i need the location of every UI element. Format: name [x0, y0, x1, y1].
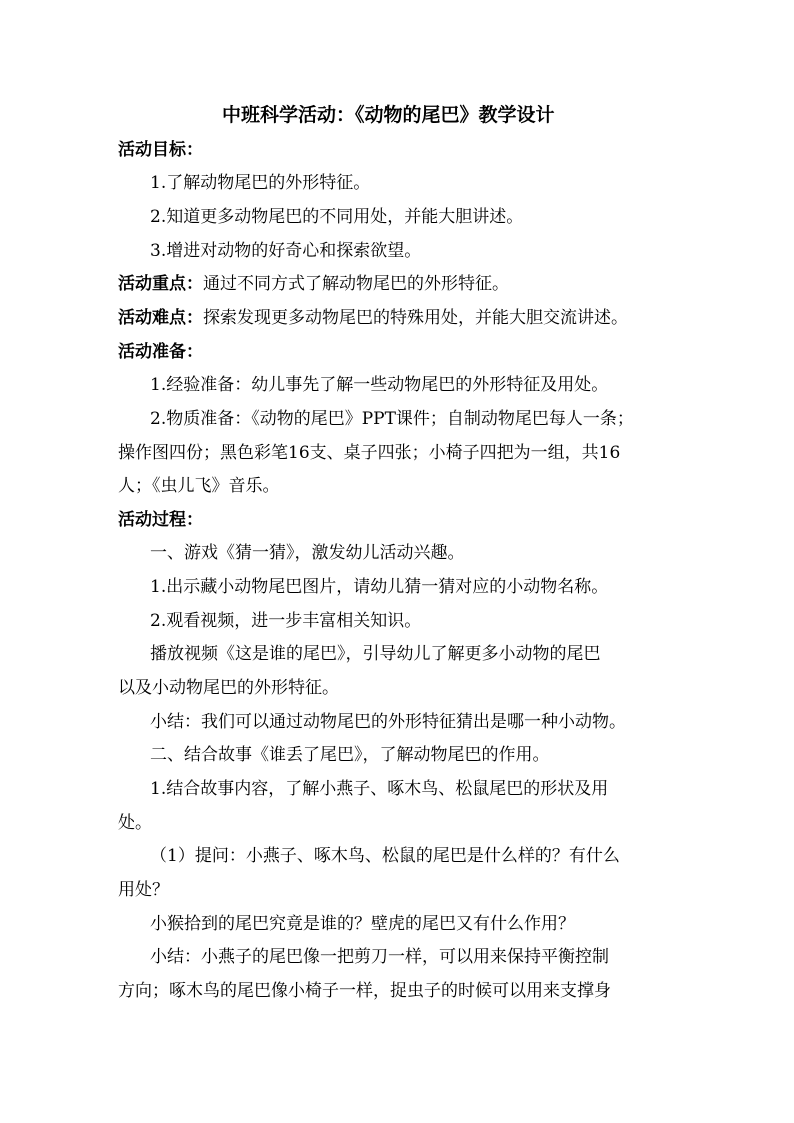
process-line: 以及小动物尾巴的外形特征。 — [118, 678, 339, 698]
process-line: （1）提问：小燕子、啄木鸟、松鼠的尾巴是什么样的？有什么 — [150, 846, 620, 866]
difficulty-line — [118, 307, 628, 329]
process-line: 播放视频《这是谁的尾巴》，引导幼儿了解更多小动物的尾巴 — [150, 644, 601, 664]
process-line: 一、游戏《猜一猜》，激发幼儿活动兴趣。 — [150, 543, 465, 563]
process-line: 二、结合故事《谁丢了尾巴》，了解动物尾巴的作用。 — [150, 745, 550, 765]
preparation-item: 2.物质准备：《动物的尾巴》PPT课件；自制动物尾巴每人一条； — [150, 409, 634, 429]
preparation-heading: 活动准备： — [118, 342, 203, 362]
goal-item: 2.知道更多动物尾巴的不同用处，并能大胆讲述。 — [150, 207, 524, 227]
process-line: 方向；啄木鸟的尾巴像小椅子一样，捉虫子的时候可以用来支撑身 — [118, 981, 611, 1001]
difficulty-text: 探索发现更多动物尾巴的特殊用处，并能大胆交流讲述。 — [203, 308, 628, 328]
preparation-item-continued: 操作图四份；黑色彩笔16支、桌子四张；小椅子四把为一组，共16 — [118, 443, 621, 463]
document-title: 中班科学活动：《动物的尾巴》教学设计 — [222, 104, 555, 126]
goal-item: 1.了解动物尾巴的外形特征。 — [150, 173, 371, 193]
process-line: 小猴拾到的尾巴究竟是谁的？壁虎的尾巴又有什么作用？ — [150, 914, 575, 934]
process-line: 1.结合故事内容，了解小燕子、啄木鸟、松鼠尾巴的形状及用 — [150, 779, 609, 799]
process-heading: 活动过程： — [118, 510, 203, 530]
difficulty-label: 活动难点： — [118, 308, 203, 328]
goals-heading: 活动目标： — [118, 140, 203, 160]
preparation-item-continued: 人；《虫儿飞》音乐。 — [118, 476, 280, 496]
key-point-text: 通过不同方式了解动物尾巴的外形特征。 — [203, 274, 509, 294]
goal-item: 3.增进对动物的好奇心和探索欲望。 — [150, 241, 422, 261]
preparation-item: 1.经验准备：幼儿事先了解一些动物尾巴的外形特征及用处。 — [150, 375, 609, 395]
process-line: 1.出示藏小动物尾巴图片，请幼儿猜一猜对应的小动物名称。 — [150, 577, 609, 597]
key-point-label: 活动重点： — [118, 274, 203, 294]
process-line: 小结：我们可以通过动物尾巴的外形特征猜出是哪一种小动物。 — [150, 712, 626, 732]
key-point-line — [118, 273, 509, 295]
process-line: 2.观看视频，进一步丰富相关知识。 — [150, 611, 422, 631]
process-line: 处。 — [118, 813, 152, 833]
process-line: 用处？ — [118, 880, 169, 900]
process-line: 小结：小燕子的尾巴像一把剪刀一样，可以用来保持平衡控制 — [150, 947, 609, 967]
